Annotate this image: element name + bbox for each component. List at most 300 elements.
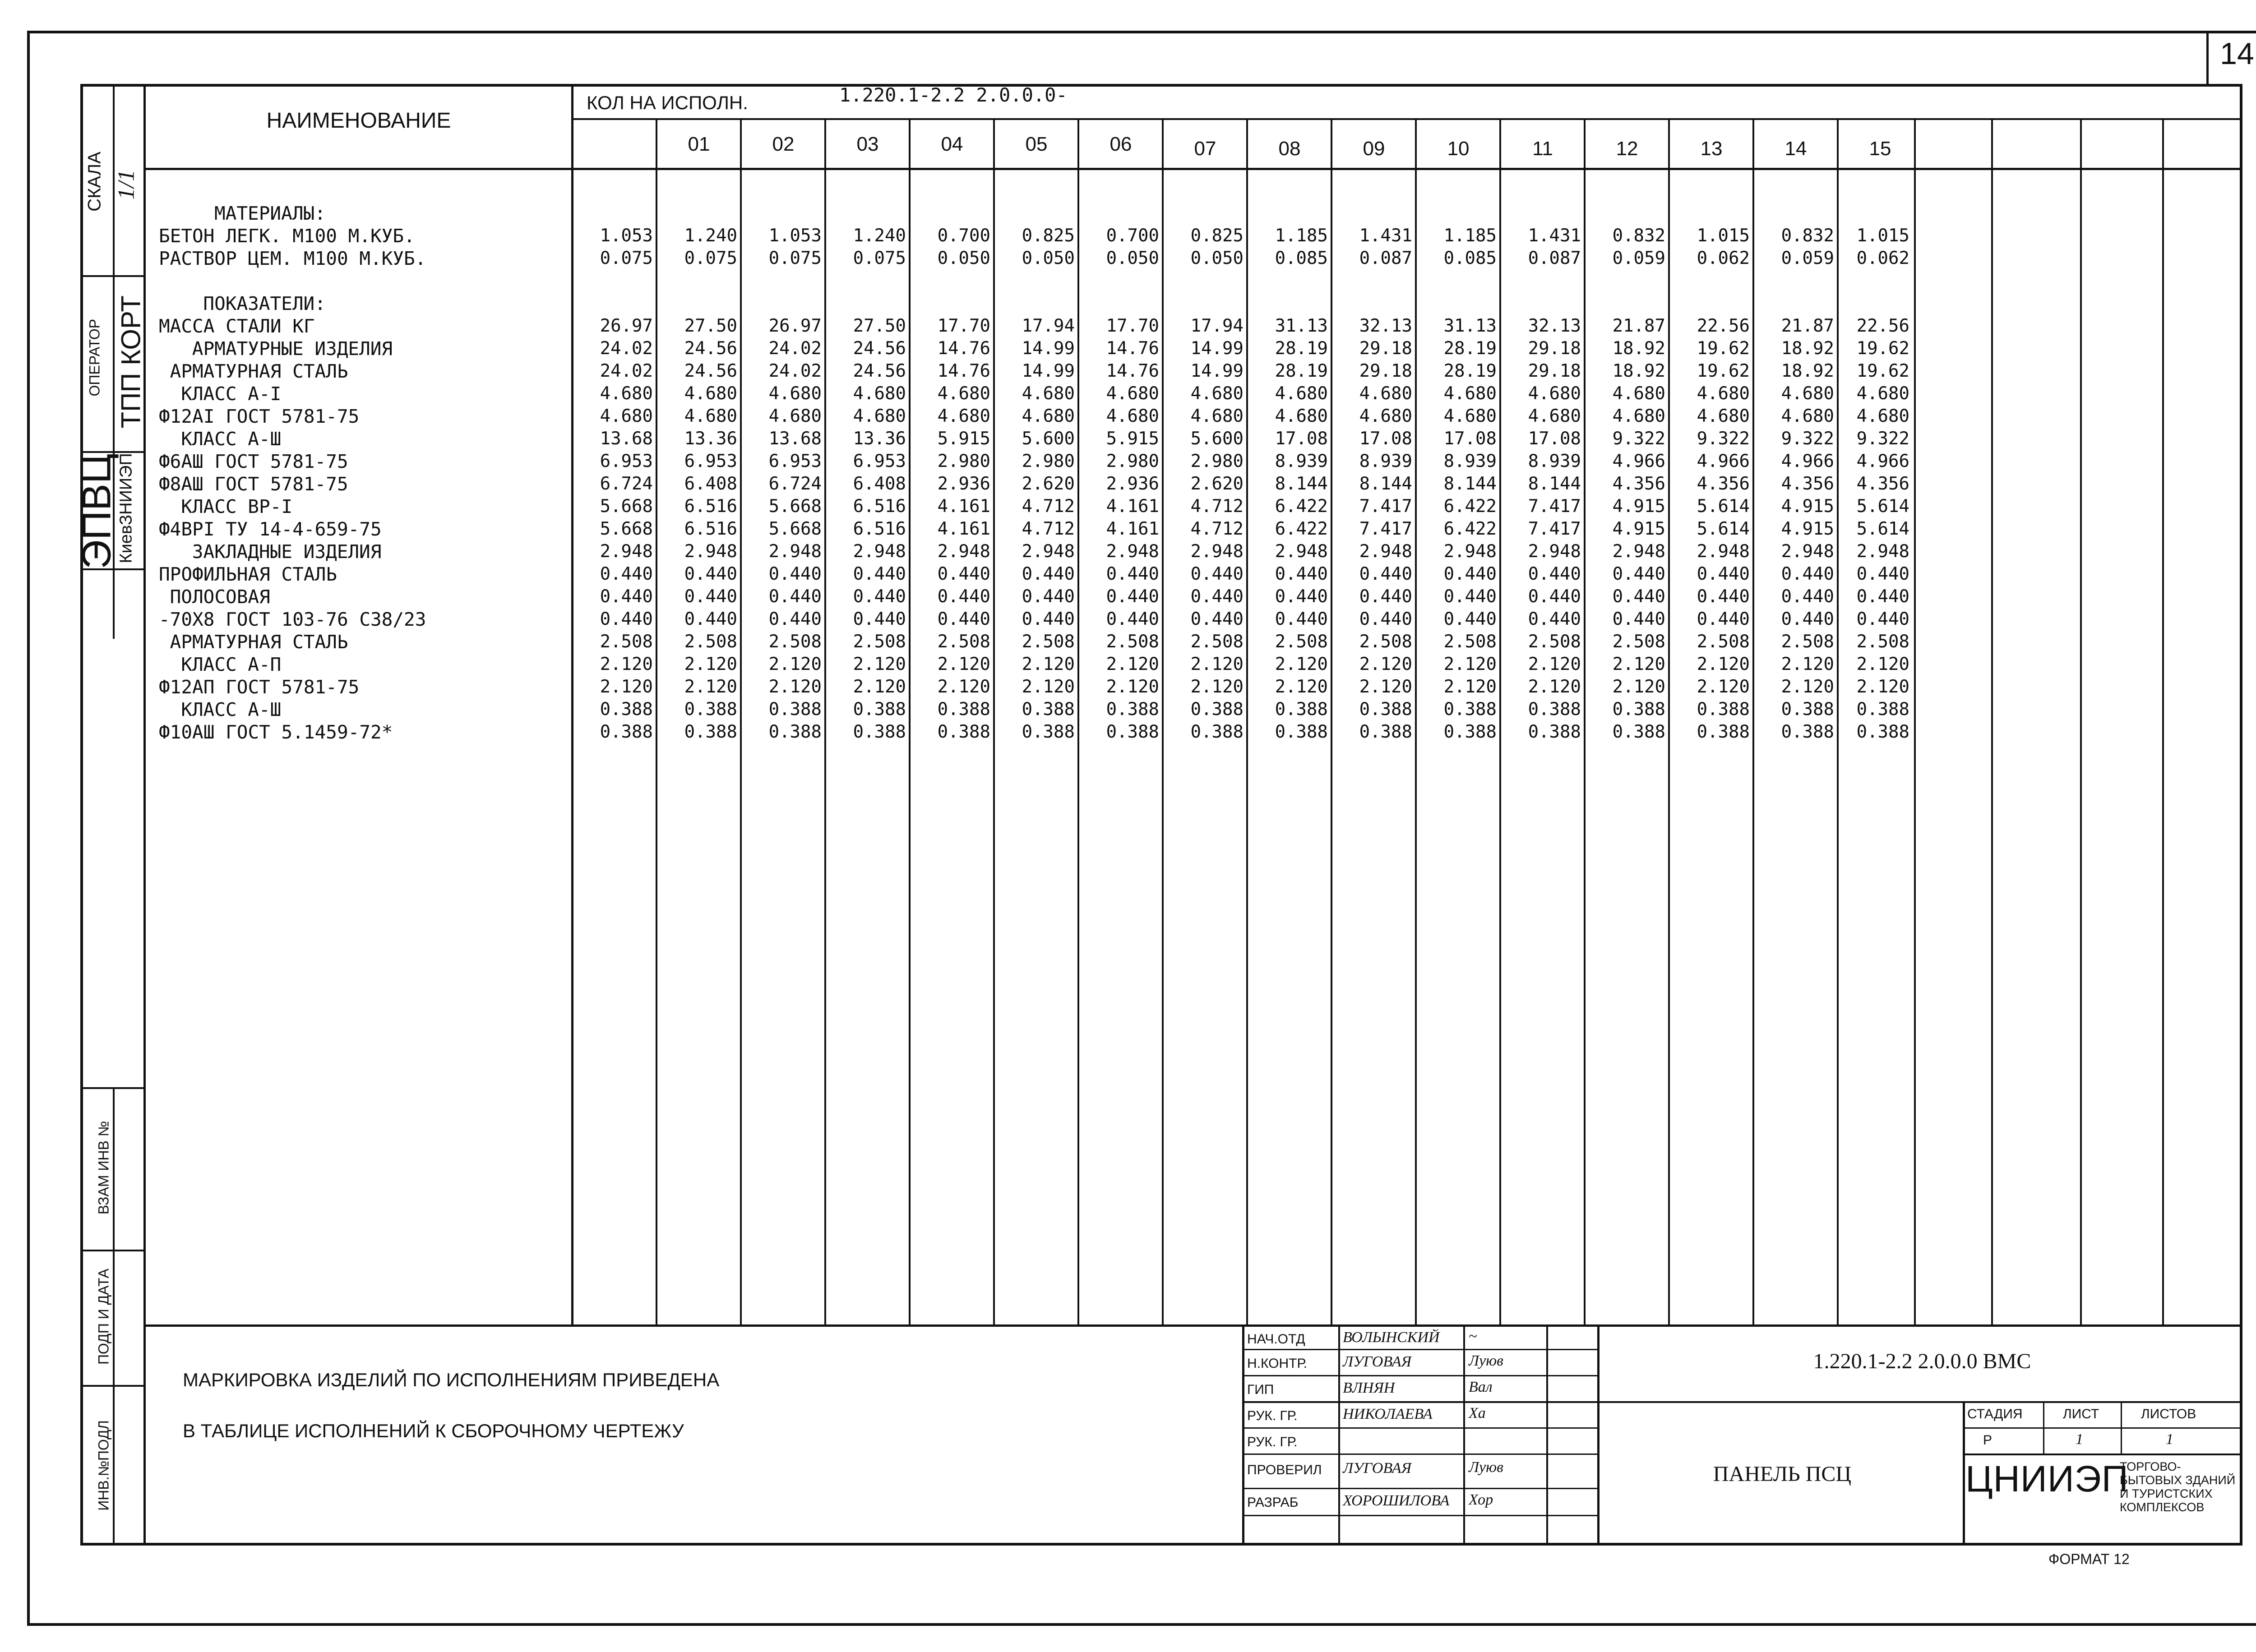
value-cell: 4.680 bbox=[684, 383, 737, 404]
inner-frame-left bbox=[80, 84, 83, 1546]
value-cell: 2.980 bbox=[1106, 451, 1159, 471]
stamp-divider-low bbox=[113, 1087, 115, 1545]
value-cell: 1.240 bbox=[853, 226, 906, 246]
row-name: МАССА СТАЛИ КГ bbox=[159, 315, 315, 337]
value-cell: 0.440 bbox=[1443, 564, 1497, 584]
value-cell: 18.92 bbox=[1612, 338, 1665, 359]
inner-frame-bottom bbox=[80, 1543, 2242, 1546]
value-cell: 5.614 bbox=[1697, 519, 1750, 539]
value-cell: 6.422 bbox=[1275, 519, 1328, 539]
value-cell: 2.120 bbox=[1443, 654, 1497, 674]
value-cell: 8.144 bbox=[1443, 474, 1497, 494]
value-cell: 2.120 bbox=[1190, 654, 1244, 674]
value-cell: 0.388 bbox=[1106, 699, 1159, 720]
value-cell: 0.440 bbox=[1856, 609, 1909, 629]
value-cell: 4.712 bbox=[1022, 519, 1075, 539]
outer-frame-bottom bbox=[27, 1623, 2256, 1626]
value-cell: 24.56 bbox=[853, 361, 906, 381]
outer-frame-left bbox=[27, 31, 30, 1626]
value-cell: 31.13 bbox=[1275, 316, 1328, 336]
value-cell: 14.99 bbox=[1190, 338, 1244, 359]
value-cell: 8.144 bbox=[1359, 474, 1412, 494]
value-cell: 0.440 bbox=[1106, 564, 1159, 584]
signatory-role: Н.КОНТР. bbox=[1247, 1356, 1308, 1371]
value-cell: 4.915 bbox=[1612, 519, 1665, 539]
value-cell: 32.13 bbox=[1528, 316, 1581, 336]
value-cell: 4.680 bbox=[1781, 383, 1834, 404]
column-header-15: 15 bbox=[1869, 138, 1891, 160]
value-cell: 4.680 bbox=[853, 383, 906, 404]
value-cell: 0.440 bbox=[1022, 564, 1075, 584]
column-header-07: 07 bbox=[1194, 138, 1216, 160]
value-cell: 6.516 bbox=[684, 519, 737, 539]
value-cell: 2.120 bbox=[768, 677, 822, 697]
row-name: Ф8АШ ГОСТ 5781-75 bbox=[159, 473, 348, 495]
value-cell: 4.680 bbox=[1781, 406, 1834, 426]
value-cell: 0.059 bbox=[1612, 248, 1665, 268]
doc-code-header: 1.220.1-2.2 2.0.0.0- bbox=[839, 84, 1068, 106]
signature: Ха bbox=[1469, 1405, 1486, 1421]
signature: ~ bbox=[1469, 1328, 1477, 1345]
value-cell: 0.440 bbox=[1106, 609, 1159, 629]
row-name: АРМАТУРНАЯ СТАЛЬ bbox=[170, 631, 348, 653]
value-cell: 2.120 bbox=[1528, 654, 1581, 674]
tb-stage-left bbox=[1963, 1401, 1965, 1546]
value-cell: 4.680 bbox=[1528, 383, 1581, 404]
epvc-label: ЭПВЦ bbox=[74, 453, 120, 569]
value-cell: 0.075 bbox=[853, 248, 906, 268]
value-cell: 2.120 bbox=[768, 654, 822, 674]
signature: Луюв bbox=[1469, 1352, 1503, 1369]
column-header-13: 13 bbox=[1700, 138, 1723, 160]
col-line-3 bbox=[824, 118, 826, 1324]
value-cell: 2.948 bbox=[1856, 541, 1909, 562]
value-cell: 0.388 bbox=[1443, 699, 1497, 720]
value-cell: 0.440 bbox=[853, 609, 906, 629]
signatory-role: РУК. ГР. bbox=[1247, 1435, 1298, 1449]
value-cell: 0.087 bbox=[1528, 248, 1581, 268]
value-cell: 26.97 bbox=[768, 316, 822, 336]
value-cell: 0.388 bbox=[1781, 699, 1834, 720]
value-cell: 0.440 bbox=[768, 586, 822, 607]
value-cell: 17.94 bbox=[1190, 316, 1244, 336]
value-cell: 28.19 bbox=[1275, 338, 1328, 359]
note-line-2: В ТАБЛИЦЕ ИСПОЛНЕНИЙ К СБОРОЧНОМУ ЧЕРТЕЖУ bbox=[183, 1420, 684, 1441]
value-cell: 17.70 bbox=[1106, 316, 1159, 336]
value-cell: 0.388 bbox=[684, 699, 737, 720]
row-name: КЛАСС А-Ш bbox=[181, 428, 282, 450]
signatory-role: ПРОВЕРИЛ bbox=[1247, 1463, 1322, 1477]
value-cell: 2.980 bbox=[1022, 451, 1075, 471]
column-header-04: 04 bbox=[941, 133, 963, 155]
product-name: ПАНЕЛЬ ПСЦ bbox=[1713, 1462, 1852, 1486]
row-name: БЕТОН ЛЕГК. М100 М.КУБ. bbox=[159, 225, 415, 247]
col-line-12 bbox=[1584, 118, 1586, 1324]
value-cell: 26.97 bbox=[600, 316, 653, 336]
value-cell: 4.161 bbox=[1106, 519, 1159, 539]
value-cell: 14.76 bbox=[1106, 361, 1159, 381]
value-cell: 6.953 bbox=[853, 451, 906, 471]
row-name: МАТЕРИАЛЫ: bbox=[214, 203, 326, 224]
row-name: АРМАТУРНЫЕ ИЗДЕЛИЯ bbox=[192, 338, 393, 360]
value-cell: 0.832 bbox=[1612, 226, 1665, 246]
value-cell: 17.08 bbox=[1275, 429, 1328, 449]
value-cell: 13.68 bbox=[600, 429, 653, 449]
value-cell: 5.614 bbox=[1856, 519, 1909, 539]
value-cell: 2.948 bbox=[600, 541, 653, 562]
tb-date-divider bbox=[1597, 1324, 1600, 1546]
value-cell: 5.668 bbox=[768, 519, 822, 539]
value-cell: 4.356 bbox=[1781, 474, 1834, 494]
value-cell: 2.120 bbox=[937, 677, 990, 697]
value-cell: 6.422 bbox=[1443, 519, 1497, 539]
value-cell: 4.966 bbox=[1856, 451, 1909, 471]
value-cell: 4.966 bbox=[1697, 451, 1750, 471]
value-cell: 8.144 bbox=[1528, 474, 1581, 494]
value-cell: 0.085 bbox=[1275, 248, 1328, 268]
column-header-12: 12 bbox=[1616, 138, 1638, 160]
value-cell: 2.508 bbox=[1612, 632, 1665, 652]
value-cell: 14.99 bbox=[1190, 361, 1244, 381]
value-cell: 6.953 bbox=[768, 451, 822, 471]
value-cell: 2.980 bbox=[937, 451, 990, 471]
value-cell: 2.120 bbox=[1022, 654, 1075, 674]
value-cell: 4.712 bbox=[1190, 519, 1244, 539]
value-cell: 8.939 bbox=[1528, 451, 1581, 471]
value-cell: 0.825 bbox=[1190, 226, 1244, 246]
value-cell: 0.440 bbox=[937, 586, 990, 607]
value-cell: 0.440 bbox=[853, 586, 906, 607]
value-cell: 1.015 bbox=[1856, 226, 1909, 246]
value-cell: 4.356 bbox=[1856, 474, 1909, 494]
value-cell: 4.680 bbox=[1443, 406, 1497, 426]
value-cell: 4.161 bbox=[1106, 496, 1159, 517]
tb-row-2 bbox=[1242, 1375, 1600, 1376]
value-cell: 0.440 bbox=[1359, 586, 1412, 607]
value-cell: 22.56 bbox=[1697, 316, 1750, 336]
value-cell: 2.620 bbox=[1022, 474, 1075, 494]
signatory-role: РУК. ГР. bbox=[1247, 1408, 1298, 1423]
value-cell: 2.120 bbox=[1528, 677, 1581, 697]
value-cell: 0.700 bbox=[937, 226, 990, 246]
value-cell: 4.680 bbox=[853, 406, 906, 426]
column-header-03: 03 bbox=[856, 133, 879, 155]
value-cell: 5.915 bbox=[937, 429, 990, 449]
row-name: ЗАКЛАДНЫЕ ИЗДЕЛИЯ bbox=[192, 541, 382, 563]
value-cell: 2.120 bbox=[1359, 677, 1412, 697]
page-number: 14 bbox=[2220, 37, 2254, 71]
value-cell: 2.508 bbox=[684, 632, 737, 652]
value-cell: 0.050 bbox=[1190, 248, 1244, 268]
value-cell: 8.144 bbox=[1275, 474, 1328, 494]
value-cell: 4.680 bbox=[1359, 383, 1412, 404]
page-number-box-left bbox=[2206, 31, 2209, 87]
value-cell: 4.680 bbox=[937, 383, 990, 404]
signatory-role: РАЗРАБ bbox=[1247, 1495, 1299, 1510]
col-line-2 bbox=[740, 118, 742, 1324]
value-cell: 2.508 bbox=[1697, 632, 1750, 652]
value-cell: 0.388 bbox=[1022, 722, 1075, 742]
value-cell: 0.059 bbox=[1781, 248, 1834, 268]
value-cell: 8.939 bbox=[1275, 451, 1328, 471]
value-cell: 2.948 bbox=[1359, 541, 1412, 562]
value-cell: 9.322 bbox=[1612, 429, 1665, 449]
value-cell: 2.508 bbox=[1528, 632, 1581, 652]
value-cell: 0.440 bbox=[1275, 564, 1328, 584]
row-name: АРМАТУРНАЯ СТАЛЬ bbox=[170, 360, 348, 382]
col-line-4 bbox=[909, 118, 911, 1324]
value-cell: 2.120 bbox=[853, 677, 906, 697]
value-cell: 0.440 bbox=[1697, 609, 1750, 629]
scale-label: СКАЛА bbox=[84, 152, 105, 212]
sheet-value: 1 bbox=[2076, 1431, 2083, 1448]
value-cell: 14.99 bbox=[1022, 338, 1075, 359]
col-divider-name bbox=[571, 84, 573, 1324]
value-cell: 2.948 bbox=[937, 541, 990, 562]
value-cell: 13.36 bbox=[853, 429, 906, 449]
value-cell: 2.120 bbox=[684, 677, 737, 697]
value-cell: 14.76 bbox=[937, 361, 990, 381]
value-cell: 2.120 bbox=[1022, 677, 1075, 697]
value-cell: 2.120 bbox=[1612, 654, 1665, 674]
value-cell: 0.388 bbox=[1856, 722, 1909, 742]
value-cell: 5.915 bbox=[1106, 429, 1159, 449]
value-cell: 4.356 bbox=[1697, 474, 1750, 494]
value-cell: 9.322 bbox=[1856, 429, 1909, 449]
value-cell: 18.92 bbox=[1781, 361, 1834, 381]
value-cell: 2.120 bbox=[1697, 677, 1750, 697]
value-cell: 17.08 bbox=[1359, 429, 1412, 449]
value-cell: 0.440 bbox=[1528, 609, 1581, 629]
outer-frame-top bbox=[27, 31, 2256, 33]
value-cell: 2.948 bbox=[1022, 541, 1075, 562]
value-cell: 0.388 bbox=[1697, 699, 1750, 720]
col-line-1 bbox=[656, 118, 657, 1324]
value-cell: 24.02 bbox=[768, 338, 822, 359]
value-cell: 0.388 bbox=[1528, 722, 1581, 742]
value-cell: 2.948 bbox=[1275, 541, 1328, 562]
value-cell: 24.56 bbox=[853, 338, 906, 359]
value-cell: 29.18 bbox=[1528, 361, 1581, 381]
col-line-13 bbox=[1668, 118, 1670, 1324]
value-cell: 4.680 bbox=[1106, 406, 1159, 426]
value-cell: 2.936 bbox=[937, 474, 990, 494]
value-cell: 2.936 bbox=[1106, 474, 1159, 494]
value-cell: 0.440 bbox=[684, 609, 737, 629]
value-cell: 4.915 bbox=[1781, 519, 1834, 539]
podp-label: ПОДП И ДАТА bbox=[95, 1269, 112, 1365]
row-name: ПОЛОСОВАЯ bbox=[170, 586, 270, 608]
signature: Хор bbox=[1469, 1491, 1493, 1508]
header-bottom bbox=[143, 168, 2242, 170]
value-cell: 17.94 bbox=[1022, 316, 1075, 336]
value-cell: 4.161 bbox=[937, 519, 990, 539]
value-cell: 4.680 bbox=[1856, 406, 1909, 426]
value-cell: 0.440 bbox=[1190, 609, 1244, 629]
value-cell: 4.680 bbox=[1106, 383, 1159, 404]
value-cell: 4.680 bbox=[684, 406, 737, 426]
value-cell: 0.440 bbox=[1856, 564, 1909, 584]
value-cell: 0.440 bbox=[600, 564, 653, 584]
value-cell: 8.939 bbox=[1359, 451, 1412, 471]
row-name: Ф12АП ГОСТ 5781-75 bbox=[159, 676, 360, 698]
value-cell: 2.980 bbox=[1190, 451, 1244, 471]
value-cell: 19.62 bbox=[1856, 361, 1909, 381]
value-cell: 1.053 bbox=[600, 226, 653, 246]
stage-label: СТАДИЯ bbox=[1967, 1407, 2023, 1421]
value-cell: 0.388 bbox=[600, 699, 653, 720]
tb-sig-divider bbox=[1546, 1324, 1548, 1546]
value-cell: 2.120 bbox=[1781, 677, 1834, 697]
column-header-05: 05 bbox=[1025, 133, 1048, 155]
value-cell: 1.431 bbox=[1528, 226, 1581, 246]
value-cell: 0.440 bbox=[1528, 586, 1581, 607]
value-cell: 4.915 bbox=[1612, 496, 1665, 517]
column-header-08: 08 bbox=[1278, 138, 1301, 160]
value-cell: 5.614 bbox=[1697, 496, 1750, 517]
value-cell: 4.356 bbox=[1612, 474, 1665, 494]
value-cell: 2.120 bbox=[600, 654, 653, 674]
value-cell: 9.322 bbox=[1697, 429, 1750, 449]
tb-role-divider bbox=[1338, 1324, 1340, 1546]
column-header-02: 02 bbox=[772, 133, 795, 155]
value-cell: 21.87 bbox=[1612, 316, 1665, 336]
value-cell: 0.440 bbox=[1359, 609, 1412, 629]
column-header-06: 06 bbox=[1110, 133, 1132, 155]
value-cell: 2.948 bbox=[853, 541, 906, 562]
tb-row-6 bbox=[1242, 1488, 1600, 1489]
value-cell: 0.832 bbox=[1781, 226, 1834, 246]
tb-stage-row-1 bbox=[1963, 1427, 2242, 1429]
value-cell: 29.18 bbox=[1528, 338, 1581, 359]
value-cell: 2.120 bbox=[600, 677, 653, 697]
column-header-01: 01 bbox=[688, 133, 710, 155]
value-cell: 2.120 bbox=[1106, 654, 1159, 674]
row-name: КЛАСС ВР-I bbox=[181, 496, 293, 517]
vzam-label: ВЗАМ ИНВ № bbox=[95, 1121, 112, 1215]
tb-row-1 bbox=[1242, 1349, 1600, 1350]
value-cell: 2.120 bbox=[684, 654, 737, 674]
stage-value: Р bbox=[1983, 1433, 1992, 1448]
value-cell: 2.508 bbox=[1359, 632, 1412, 652]
value-cell: 19.62 bbox=[1856, 338, 1909, 359]
signature: Луюв bbox=[1469, 1459, 1503, 1476]
value-cell: 0.440 bbox=[600, 586, 653, 607]
value-cell: 0.388 bbox=[937, 722, 990, 742]
value-cell: 2.620 bbox=[1190, 474, 1244, 494]
row-name: КЛАСС А-П bbox=[181, 654, 282, 675]
value-cell: 2.120 bbox=[1359, 654, 1412, 674]
value-cell: 0.440 bbox=[1275, 609, 1328, 629]
value-cell: 0.440 bbox=[1190, 564, 1244, 584]
value-cell: 27.50 bbox=[853, 316, 906, 336]
value-cell: 1.185 bbox=[1443, 226, 1497, 246]
value-cell: 6.408 bbox=[853, 474, 906, 494]
value-cell: 14.76 bbox=[937, 338, 990, 359]
value-cell: 2.508 bbox=[600, 632, 653, 652]
tpp-label: ТПП КОРТ bbox=[116, 295, 146, 429]
row-name: -70Х8 ГОСТ 103-76 С38/23 bbox=[159, 609, 426, 630]
row-name: Ф10АШ ГОСТ 5.1459-72* bbox=[159, 721, 393, 743]
value-cell: 0.087 bbox=[1359, 248, 1412, 268]
tb-name-divider bbox=[1463, 1324, 1465, 1546]
value-cell: 0.825 bbox=[1022, 226, 1075, 246]
value-cell: 0.388 bbox=[768, 699, 822, 720]
sheets-label: ЛИСТОВ bbox=[2141, 1407, 2196, 1421]
note-line-1: МАРКИРОВКА ИЗДЕЛИЙ ПО ИСПОЛНЕНИЯМ ПРИВЕДЕНА bbox=[183, 1369, 720, 1390]
value-cell: 2.508 bbox=[1190, 632, 1244, 652]
value-cell: 1.053 bbox=[768, 226, 822, 246]
value-cell: 27.50 bbox=[684, 316, 737, 336]
value-cell: 0.062 bbox=[1856, 248, 1909, 268]
scale-value: 1/1 bbox=[113, 170, 139, 200]
operator-label: ОПЕРАТОР bbox=[86, 318, 103, 397]
value-cell: 0.050 bbox=[1022, 248, 1075, 268]
signatory-name: ХОРОШИЛОВА bbox=[1343, 1492, 1450, 1509]
value-cell: 6.516 bbox=[853, 496, 906, 517]
value-cell: 17.08 bbox=[1528, 429, 1581, 449]
signatory-name: ВОЛЫНСКИЙ bbox=[1343, 1329, 1440, 1346]
value-cell: 7.417 bbox=[1359, 519, 1412, 539]
value-cell: 24.56 bbox=[684, 338, 737, 359]
value-cell: 4.680 bbox=[1190, 383, 1244, 404]
value-cell: 0.388 bbox=[1612, 699, 1665, 720]
doc-designation: 1.220.1-2.2 2.0.0.0 ВМС bbox=[1813, 1349, 2031, 1373]
row-name: Ф6АШ ГОСТ 5781-75 bbox=[159, 451, 348, 472]
value-cell: 0.388 bbox=[1697, 722, 1750, 742]
value-cell: 0.440 bbox=[1359, 564, 1412, 584]
value-cell: 2.120 bbox=[1856, 654, 1909, 674]
col-line-6 bbox=[1077, 118, 1079, 1324]
value-cell: 32.13 bbox=[1359, 316, 1412, 336]
value-cell: 18.92 bbox=[1612, 361, 1665, 381]
value-cell: 28.19 bbox=[1275, 361, 1328, 381]
sheets-value: 1 bbox=[2166, 1431, 2173, 1448]
value-cell: 2.120 bbox=[853, 654, 906, 674]
value-cell: 2.120 bbox=[1781, 654, 1834, 674]
value-cell: 2.948 bbox=[1528, 541, 1581, 562]
value-cell: 2.120 bbox=[1697, 654, 1750, 674]
value-cell: 4.680 bbox=[1697, 406, 1750, 426]
value-cell: 0.440 bbox=[1190, 586, 1244, 607]
value-cell: 4.680 bbox=[1022, 406, 1075, 426]
value-cell: 19.62 bbox=[1697, 338, 1750, 359]
signatory-name: ЛУГОВАЯ bbox=[1343, 1353, 1411, 1370]
value-cell: 6.724 bbox=[768, 474, 822, 494]
value-cell: 6.516 bbox=[853, 519, 906, 539]
value-cell: 1.431 bbox=[1359, 226, 1412, 246]
tb-left-border bbox=[1242, 1324, 1244, 1546]
tb-stage-col-2 bbox=[2121, 1401, 2122, 1454]
value-cell: 18.92 bbox=[1781, 338, 1834, 359]
value-cell: 0.440 bbox=[1612, 609, 1665, 629]
value-cell: 0.388 bbox=[768, 722, 822, 742]
format-label: ФОРМАТ 12 bbox=[2048, 1551, 2130, 1567]
value-cell: 2.948 bbox=[684, 541, 737, 562]
value-cell: 4.680 bbox=[1612, 383, 1665, 404]
value-cell: 5.614 bbox=[1856, 496, 1909, 517]
value-cell: 28.19 bbox=[1443, 361, 1497, 381]
inv-label: ИНВ.№ПОДЛ bbox=[95, 1420, 112, 1511]
value-cell: 0.440 bbox=[1612, 564, 1665, 584]
value-cell: 21.87 bbox=[1781, 316, 1834, 336]
value-cell: 0.388 bbox=[1106, 722, 1159, 742]
value-cell: 14.99 bbox=[1022, 361, 1075, 381]
value-cell: 4.680 bbox=[600, 383, 653, 404]
value-cell: 0.388 bbox=[684, 722, 737, 742]
value-cell: 6.408 bbox=[684, 474, 737, 494]
value-cell: 2.120 bbox=[1106, 677, 1159, 697]
